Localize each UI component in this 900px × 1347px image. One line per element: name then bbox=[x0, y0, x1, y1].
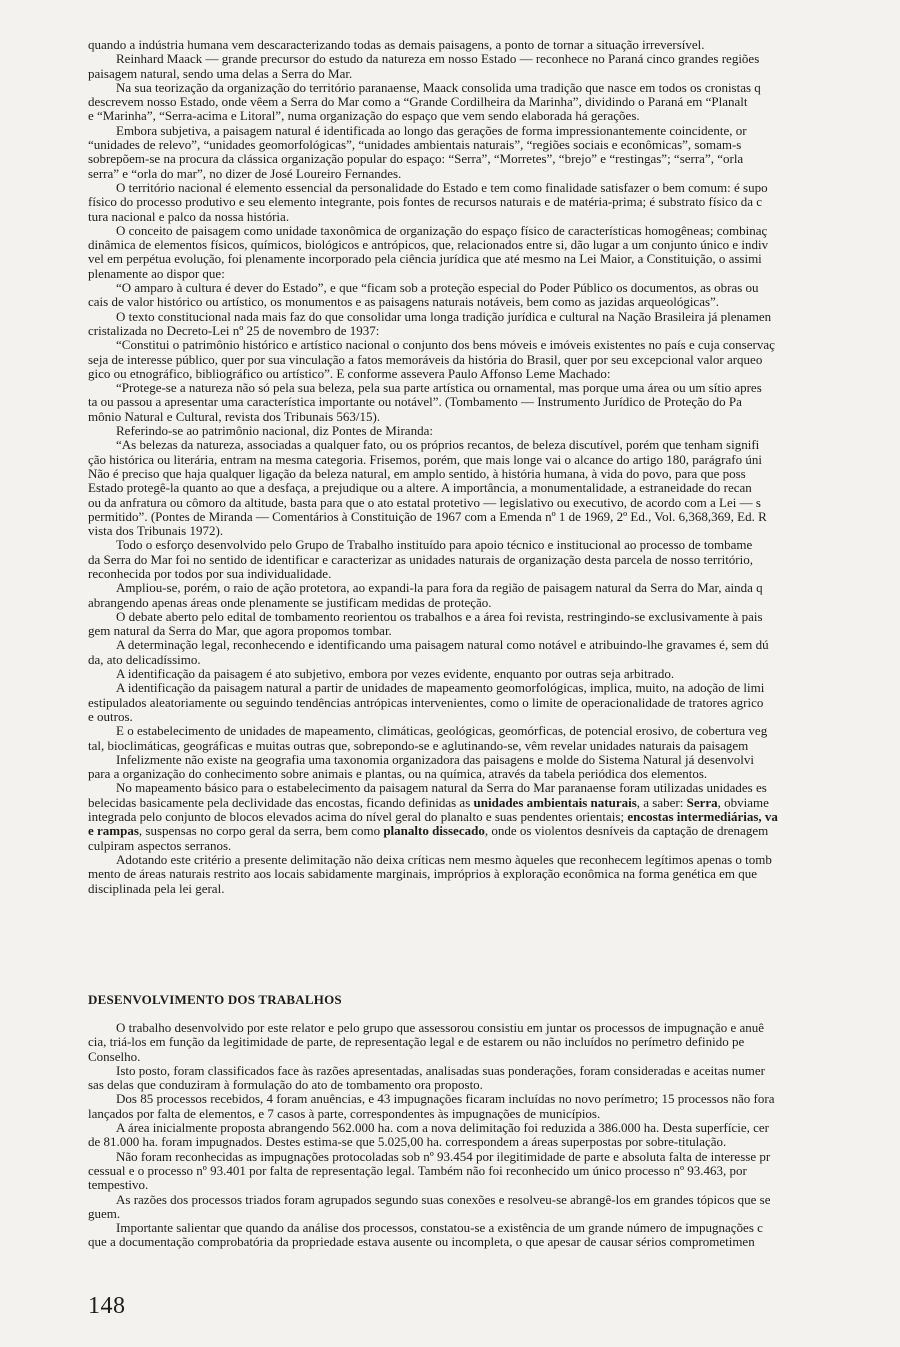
text-line: Infelizmente não existe na geografia uma taxonomia organizadora das paisagens e molde do Sistema Natural já desenvolvi bbox=[116, 751, 754, 767]
text-line: cessual e o processo nº 93.401 por falta de representação legal. Também não foi reconhecido um único processo nº 93.463, por bbox=[88, 1162, 747, 1178]
text-line: de 81.000 ha. foram impugnados. Destes estima-se que 5.025,00 ha. correspondem a áreas superpostas por sobre-titulação. bbox=[88, 1134, 727, 1150]
text-line: “Constitui o patrimônio histórico e artístico nacional o conjunto dos bens móveis e imóveis existentes no país e cuja conservaç bbox=[116, 337, 775, 353]
text-line: da Serra do Mar foi no sentido de identificar e caracterizar as unidades naturais de organização desta parcela de nosso território, bbox=[88, 551, 753, 567]
text-line: estipulados aleatoriamente ou seguindo tendências antrópicas intervenientes, como o limite de operacionalidade de tratores agrico bbox=[88, 694, 764, 710]
text-line: “As belezas da natureza, associadas a qualquer fato, ou os próprios recantos, de beleza discutível, porém que tenham signifi bbox=[116, 437, 760, 453]
text-line: A determinação legal, reconhecendo e identificando uma paisagem natural como notável e atribuindo-lhe gravames é, sem dú bbox=[116, 637, 769, 653]
text-run: , suspensas no corpo geral da serra, bem como bbox=[138, 823, 381, 839]
text-line: lançados por falta de elementos, e 7 casos à parte, correspondentes às impugnações de municípios. bbox=[88, 1105, 601, 1121]
text-line: tempestivo. bbox=[88, 1177, 149, 1193]
text-line: para a organização do conhecimento sobre animais e plantas, ou na química, através da tabela periódica dos elementos. bbox=[88, 766, 708, 782]
text-line: gem natural da Serra do Mar, que agora propomos tombar. bbox=[88, 623, 392, 639]
text-line: descrevem nosso Estado, onde vêem a Serra do Mar como a “Grande Cordilheira da Marinha”, dividindo o Paraná em “Planalt bbox=[88, 94, 748, 110]
text-line: dinâmica de elementos físicos, químicos, biológicos e antrópicos, que, relacionados entre si, dão lugar a um conjunto único e indiv bbox=[88, 237, 769, 253]
bold-term: planalto dissecado bbox=[383, 823, 485, 839]
text-line: tura nacional e palco da nossa história. bbox=[88, 208, 290, 224]
text-line: “unidades de relevo”, “unidades geomorfológicas”, “unidades ambientais naturais”, “regiões sociais e econômicas”, somam-s bbox=[88, 137, 742, 153]
text-line: cia, triá-los em função da legitimidade de parte, de representação legal e de estarem ou não incluídos no perímetro definido pe bbox=[88, 1034, 745, 1050]
text-line: vel em perpétua evolução, foi plenamente incorporado pela ciência jurídica que até mesmo na Lei Maior, a Constituição, o assimi bbox=[88, 251, 762, 267]
text-line: seja de interesse público, quer por sua vinculação a fatos memoráveis da história do Brasil, quer por seu excepcional valor arqueo bbox=[88, 351, 763, 367]
text-line bbox=[88, 824, 900, 838]
text-line: culpiram aspectos serranos. bbox=[88, 837, 232, 853]
text-line: O conceito de paisagem como unidade taxonômica de organização do espaço físico de características homogêneas; combinaç bbox=[116, 222, 768, 238]
text-line: cristalizada no Decreto-Lei nº 25 de novembro de 1937: bbox=[88, 322, 380, 338]
text-line: serra” e “orla do mar”, no dizer de José Loureiro Fernandes. bbox=[88, 165, 402, 181]
text-line: ta ou passou a apresentar uma característica importante ou notável”. (Tombamento — Instrumento Jurídico de Proteção do Pa bbox=[88, 394, 742, 410]
text-line: Embora subjetiva, a paisagem natural é identificada ao longo das gerações de forma impressionantemente coincidente, or bbox=[116, 122, 747, 138]
text-line: “Protege-se a natureza não só pela sua beleza, pela sua parte artística ou ornamental, mas porque uma área ou um sítio apres bbox=[116, 380, 762, 396]
text-line: permitido”. (Pontes de Miranda — Comentários à Constituição de 1967 com a Emenda nº 1 de 1969, 2º Ed., Vol. 6,368,369, Ed. R bbox=[88, 508, 767, 524]
text-line bbox=[88, 810, 900, 824]
bold-term: Serra bbox=[686, 794, 718, 810]
text-line: Dos 85 processos recebidos, 4 foram anuências, e 43 impugnações ficaram incluídas no novo perímetro; 15 processos não fora bbox=[116, 1091, 775, 1107]
text-line: O debate aberto pelo edital de tombamento reorientou os trabalhos e a área foi revista, restringindo-se exclusivamente à pais bbox=[116, 608, 763, 624]
text-line: abrangendo apenas áreas onde plenamente se justificam medidas de proteção. bbox=[88, 594, 492, 610]
main-text bbox=[88, 38, 900, 896]
bold-term: encostas intermediárias, va bbox=[627, 809, 778, 825]
text-line: No mapeamento básico para o estabelecimento da paisagem natural da Serra do Mar paranaense foram utilizadas unidades es bbox=[116, 780, 767, 796]
text-line: “O amparo à cultura é dever do Estado”, e que “ficam sob a proteção especial do Poder Público os documentos, as obras ou bbox=[116, 280, 759, 296]
text-line: A identificação da paisagem natural a partir de unidades de mapeamento geomorfológicas, implica, muito, na adoção de limi bbox=[116, 680, 765, 696]
text-line: da, ato delicadíssimo. bbox=[88, 651, 201, 667]
text-line: Todo o esforço desenvolvido pelo Grupo de Trabalho instituído para apoio técnico e institucional ao processo de tombame bbox=[116, 537, 753, 553]
text-line: tal, bioclimáticas, geográficas e muitas outras que, sobrepondo-se e aglutinando-se, vêm revelar unidades naturais da paisagem bbox=[88, 737, 749, 753]
text-line: gico ou etnográfico, bibliográfico ou artístico”. E conforme assevera Paulo Affonso Leme Machado: bbox=[88, 365, 611, 381]
bold-term: unidades ambientais naturais bbox=[473, 794, 637, 810]
text-line: que a documentação comprobatória da propriedade estava ausente ou incompleta, o que apesar de causar sérios comprometimen bbox=[88, 1234, 755, 1250]
text-line: vista dos Tribunais 1972). bbox=[88, 523, 224, 539]
text-line: e outros. bbox=[88, 708, 133, 724]
text-line: Reinhard Maack — grande precursor do estudo da natureza em nosso Estado — reconhece no Paraná cinco grandes regiões bbox=[116, 51, 760, 67]
text-run: integrada pelo conjunto de blocos elevados acima do nível geral do planalto e suas pendentes orientais; bbox=[88, 809, 625, 825]
text-line: sas delas que conduziram à formulação do ato de tombamento ora proposto. bbox=[88, 1077, 483, 1093]
text-line: disciplinada pela lei geral. bbox=[88, 880, 225, 896]
text-line: Estado protegê-la quanto ao que a desfaça, a prejudique ou a altere. A importância, a monumentalidade, a estraneidade do recan bbox=[88, 480, 752, 496]
text-run: , obviame bbox=[717, 794, 769, 810]
text-line: Isto posto, foram classificados face às razões apresentadas, analisadas suas ponderações, foram consideradas e aceitas numer bbox=[116, 1062, 766, 1078]
bold-term: e rampas bbox=[88, 823, 139, 839]
text-line: ção histórica ou literária, entram na mesma categoria. Frisemos, porém, que mais longe vai o alcance do artigo 180, parágrafo úni bbox=[88, 451, 762, 467]
section-text bbox=[88, 1021, 900, 1250]
text-run: belecidas basicamente pela declividade das encostas, ficando definidas as bbox=[88, 794, 471, 810]
text-line: O trabalho desenvolvido por este relator e pelo grupo que assessorou consistiu em juntar os processos de impugnação e anuê bbox=[116, 1020, 765, 1035]
text-line: quando a indústria humana vem descaracterizando todas as demais paisagens, a ponto de tornar a situação irreversível. bbox=[88, 37, 705, 52]
text-line: plenamente ao dispor que: bbox=[88, 265, 225, 281]
text-line: paisagem natural, sendo uma delas a Serra do Mar. bbox=[88, 65, 353, 81]
text-line: cais de valor histórico ou artístico, os monumentos e as paisagens naturais notáveis, bem como as jazidas arqueológicas”. bbox=[88, 294, 720, 310]
text-run: , a saber: bbox=[636, 794, 684, 810]
text-line: Adotando este critério a presente delimitação não deixa críticas nem mesmo àqueles que reconhecem legítimos apenas o tomb bbox=[116, 851, 772, 867]
text-line: As razões dos processos triados foram agrupados segundo suas conexões e resolveu-se abrangê-los em grandes tópicos que se bbox=[116, 1191, 771, 1207]
text-line: Na sua teorização da organização do território paranaense, Maack consolida uma tradição que nasce em todos os cronistas q bbox=[116, 79, 761, 95]
text-line: A área inicialmente proposta abrangendo 562.000 ha. com a nova delimitação foi reduzida a 386.000 ha. Desta superfície, cer bbox=[116, 1120, 770, 1136]
text-line: Referindo-se ao patrimônio nacional, diz Pontes de Miranda: bbox=[116, 423, 433, 439]
text-line: mônio Natural e Cultural, revista dos Tribunais 563/15). bbox=[88, 408, 381, 424]
text-line: ou da anfratura ou cômoro da altitude, basta para que o ato estatal protetivo — legislativo ou executivo, de acordo com a Lei — s bbox=[88, 494, 761, 510]
text-line: O texto constitucional nada mais faz do que consolidar uma longa tradição jurídica e cultural na Nação Brasileira já plenamen bbox=[116, 308, 772, 324]
text-line: E o estabelecimento de unidades de mapeamento, climáticas, geológicas, geomórficas, de potencial erosivo, de cobertura veg bbox=[116, 723, 768, 739]
text-line: O território nacional é elemento essencial da personalidade do Estado e tem como finalidade satisfazer o bem comum: é supo bbox=[116, 179, 768, 195]
text-line: Não é preciso que haja qualquer ligação da beleza natural, em amplo sentido, à história humana, à vida do povo, para que poss bbox=[88, 465, 746, 481]
text-line: Ampliou-se, porém, o raio de ação protetora, ao expandi-la para fora da região de paisagem natural da Serra do Mar, ainda q bbox=[116, 580, 763, 596]
text-line: Importante salientar que quando da análise dos processos, constatou-se a existência de um grande número de impugnações c bbox=[116, 1220, 763, 1236]
text-line: guem. bbox=[88, 1205, 121, 1221]
text-run: , onde os violentos desníveis da captação de drenagem bbox=[484, 823, 769, 839]
text-line: reconhecida por todos por sua individualidade. bbox=[88, 565, 332, 581]
page-number: 148 bbox=[88, 1293, 126, 1319]
text-line: mento de áreas naturais restrito aos locais sabidamente marginais, impróprios à exploração econômica na forma genética em que bbox=[88, 866, 758, 882]
text-line: Não foram reconhecidas as impugnações protocoladas sob nº 93.454 por ilegitimidade de parte e absoluta falta de interesse pr bbox=[116, 1148, 771, 1164]
text-line: A identificação da paisagem é ato subjetivo, embora por vezes evidente, enquanto por outras seja arbitrado. bbox=[116, 666, 675, 682]
section-heading: DESENVOLVIMENTO DOS TRABALHOS bbox=[88, 992, 342, 1007]
text-line: Conselho. bbox=[88, 1048, 141, 1064]
text-line bbox=[88, 796, 900, 810]
text-line: físico do processo produtivo e seu elemento integrante, pois fontes de recursos naturais e de matéria-prima; é substrato físico da c bbox=[88, 194, 762, 210]
text-line: sobrepõem-se na procura da clássica organização popular do espaço: “Serra”, “Morretes”, “brejo” e “restingas”; “serra”, “orla bbox=[88, 151, 744, 167]
text-line: e “Marinha”, “Serra-acima e Litoral”, numa organização do espaço que vem sendo elaborada há gerações. bbox=[88, 108, 640, 124]
